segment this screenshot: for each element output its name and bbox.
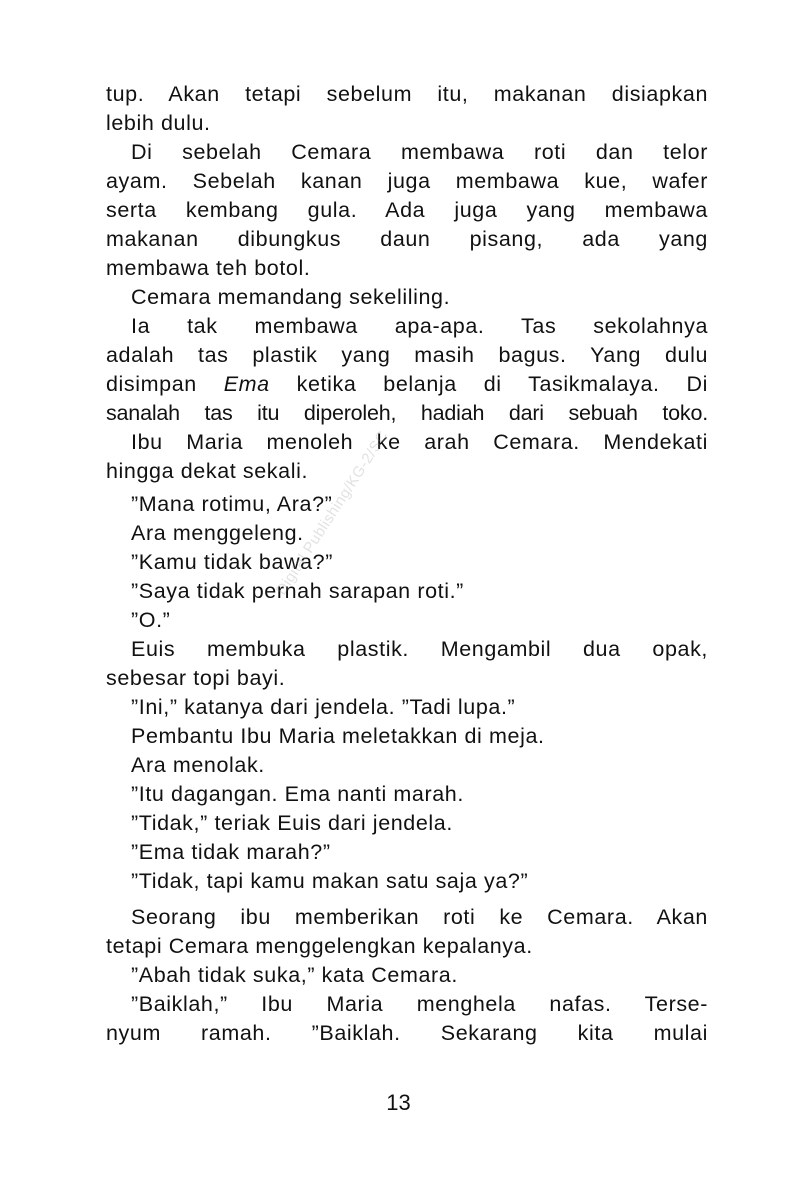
watermark: Digital Publishing/KG-2/SC (272, 427, 392, 599)
text-line: ”Kamu tidak bawa?” (131, 550, 334, 574)
text-line: tup. Akan tetapi sebelum itu, makanan disiapkan (106, 82, 708, 106)
text-line: sanalah tas itu diperoleh, hadiah dari sebuah toko. (106, 401, 708, 425)
text-line: sebesar topi bayi. (106, 666, 286, 690)
text-line: ”Saya tidak pernah sarapan roti.” (131, 579, 464, 603)
text-line: Ia tak membawa apa-apa. Tas sekolahnya (131, 314, 708, 338)
text-line: ”Mana rotimu, Ara?” (131, 492, 333, 516)
text-line: Ara menolak. (131, 753, 265, 777)
text-fragment: ketika belanja di Tasikmalaya. Di (269, 372, 708, 396)
text-line: tetapi Cemara menggelengkan kepalanya. (106, 934, 533, 958)
text-line: ”Ema tidak marah?” (131, 840, 331, 864)
text-line: Seorang ibu memberikan roti ke Cemara. Akan (131, 905, 708, 929)
text-line: nyum ramah. ”Baiklah. Sekarang kita mulai (106, 1021, 708, 1045)
text-line: ayam. Sebelah kanan juga membawa kue, wafer (106, 169, 708, 193)
text-line: ”Tidak,” teriak Euis dari jendela. (131, 811, 453, 835)
text-line: makanan dibungkus daun pisang, ada yang (106, 227, 708, 251)
text-line: serta kembang gula. Ada juga yang membawa (106, 198, 708, 222)
text-line: Euis membuka plastik. Mengambil dua opak, (131, 637, 708, 661)
italic-name: Ema (223, 372, 270, 396)
text-line: Di sebelah Cemara membawa roti dan telor (131, 140, 708, 164)
text-line: Ibu Maria menoleh ke arah Cemara. Mendekati (131, 430, 708, 454)
text-line: ”O.” (131, 608, 171, 632)
text-line: ”Tidak, tapi kamu makan satu saja ya?” (131, 869, 529, 893)
text-line: ”Abah tidak suka,” kata Cemara. (131, 963, 458, 987)
text-line: Cemara memandang sekeliling. (131, 285, 451, 309)
text-line: Ara menggeleng. (131, 521, 304, 545)
text-line: hingga dekat sekali. (106, 459, 309, 483)
text-line: ”Itu dagangan. Ema nanti marah. (131, 782, 464, 806)
paragraphs-block-1 (106, 80, 708, 486)
text-line: Pembantu Ibu Maria meletakkan di meja. (131, 724, 545, 748)
text-line: membawa teh botol. (106, 256, 311, 280)
page-number: 13 (386, 1090, 411, 1115)
text-line: lebih dulu. (106, 111, 211, 135)
text-line (106, 370, 708, 399)
text-line: ”Ini,” katanya dari jendela. ”Tadi lupa.” (131, 695, 516, 719)
text-line: adalah tas plastik yang masih bagus. Yang dulu (106, 343, 708, 367)
paragraphs-block-2 (106, 903, 708, 1048)
text-fragment: disimpan (106, 372, 224, 396)
text-line: ”Baiklah,” Ibu Maria menghela nafas. Terse- (131, 992, 708, 1016)
dialogue-block (106, 490, 708, 896)
